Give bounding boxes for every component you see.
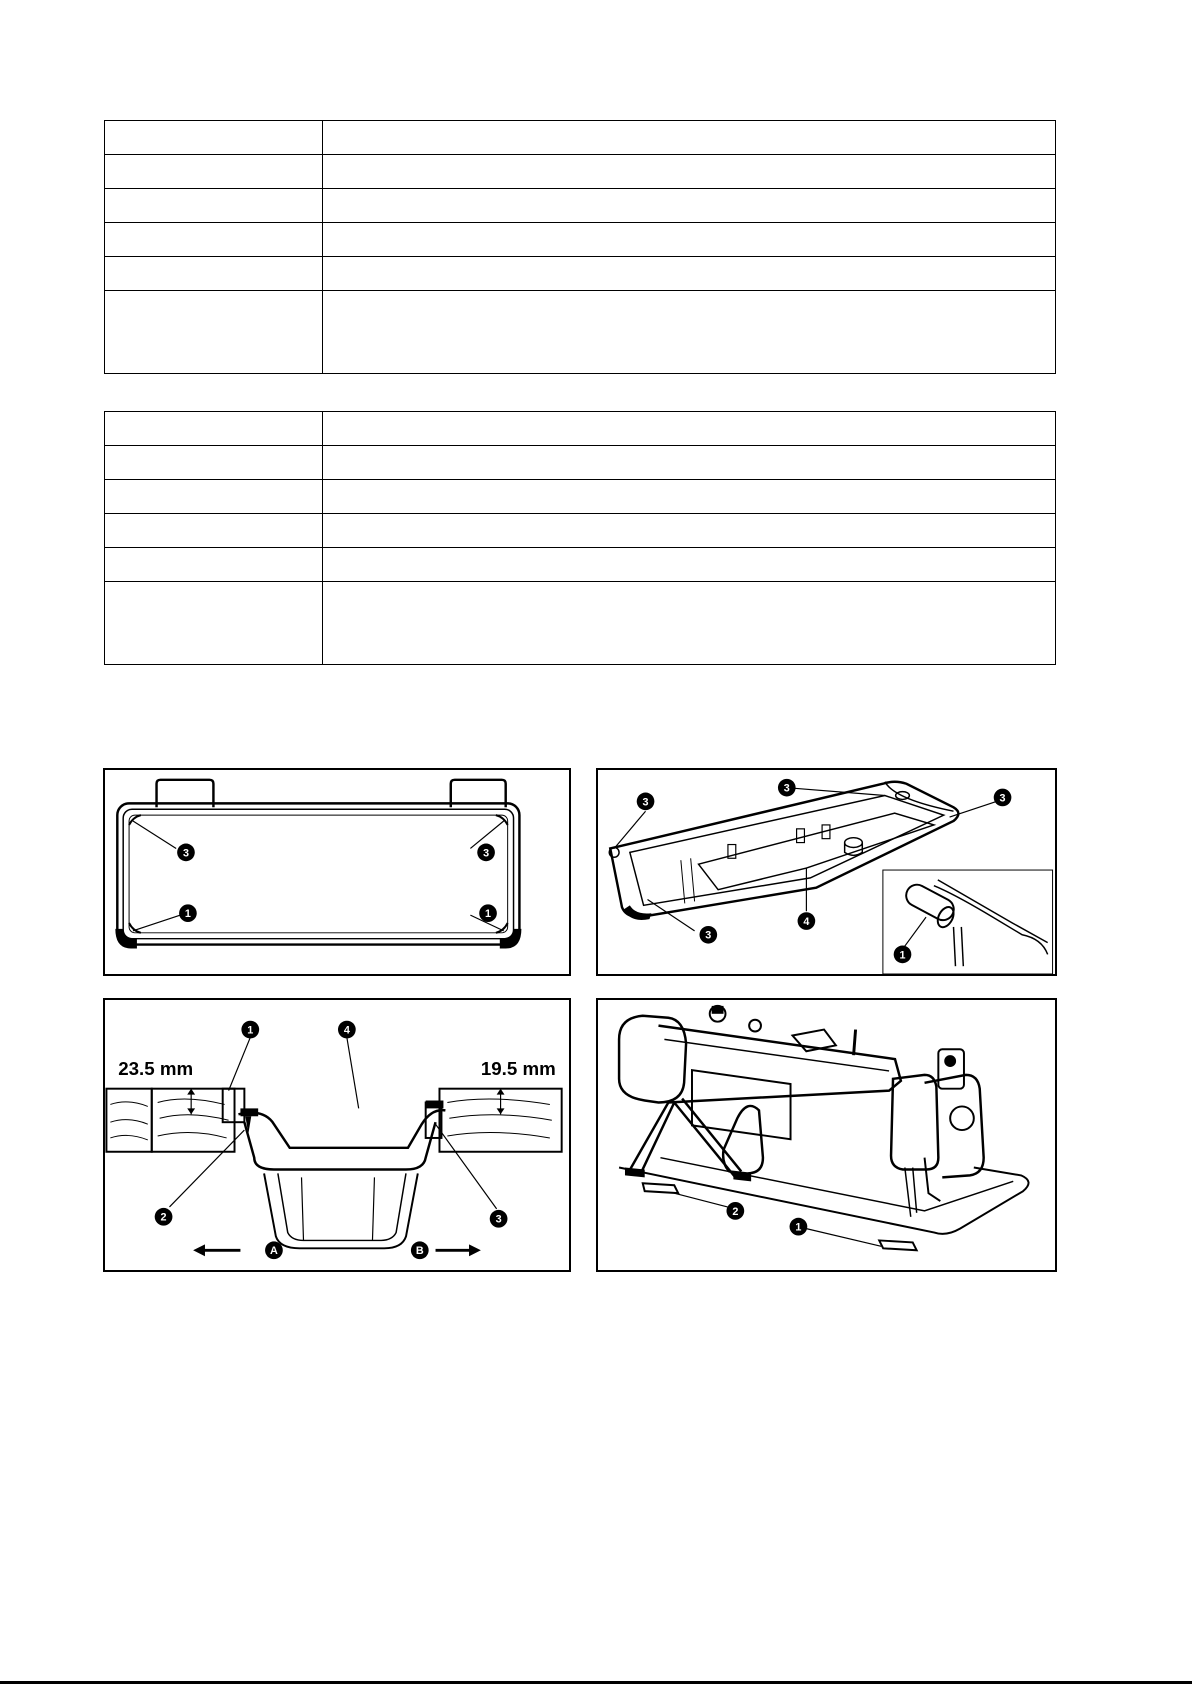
spec-table-2 [104,411,1056,665]
machine-head-figure [596,998,1057,1272]
callout-1-left: 1 [184,908,191,921]
oil-pan-top-view-illustration [105,770,569,974]
table-row [105,291,1056,374]
table-row [105,412,1056,446]
callout-3: 3 [495,1213,502,1226]
dimension-left: 23.5 mm [118,1057,194,1079]
callout-3-b: 3 [783,782,790,795]
callout-3-right: 3 [483,847,490,860]
callout-1: 1 [247,1024,254,1037]
footer-rule [0,1681,1192,1684]
table-row [105,257,1056,291]
callout-4: 4 [803,915,810,928]
table-row [105,514,1056,548]
cross-section-illustration [105,1000,569,1270]
direction-a-label: A [270,1245,278,1258]
table-row [105,189,1056,223]
table-row [105,480,1056,514]
machine-head-illustration [598,1000,1055,1270]
cross-section-figure [103,998,571,1272]
oil-pan-perspective-illustration [598,770,1055,974]
callout-2: 2 [160,1211,167,1224]
callout-3-c: 3 [999,792,1006,805]
table-row [105,446,1056,480]
callout-1-inset: 1 [899,949,906,962]
callout-1-right: 1 [485,908,492,921]
dimension-right: 19.5 mm [480,1057,556,1079]
direction-b-label: B [415,1245,424,1258]
callout-1: 1 [795,1221,802,1234]
table-row [105,548,1056,582]
callout-3-d: 3 [705,929,712,942]
table-row [105,223,1056,257]
callout-4: 4 [343,1024,350,1037]
spec-table-1 [104,120,1056,374]
callout-2: 2 [732,1205,739,1218]
table-row [105,155,1056,189]
oil-pan-perspective-figure [596,768,1057,976]
callout-3-a: 3 [642,796,649,809]
oil-pan-top-view-figure [103,768,571,976]
table-row [105,121,1056,155]
callout-3-left: 3 [182,847,189,860]
table-row [105,582,1056,665]
